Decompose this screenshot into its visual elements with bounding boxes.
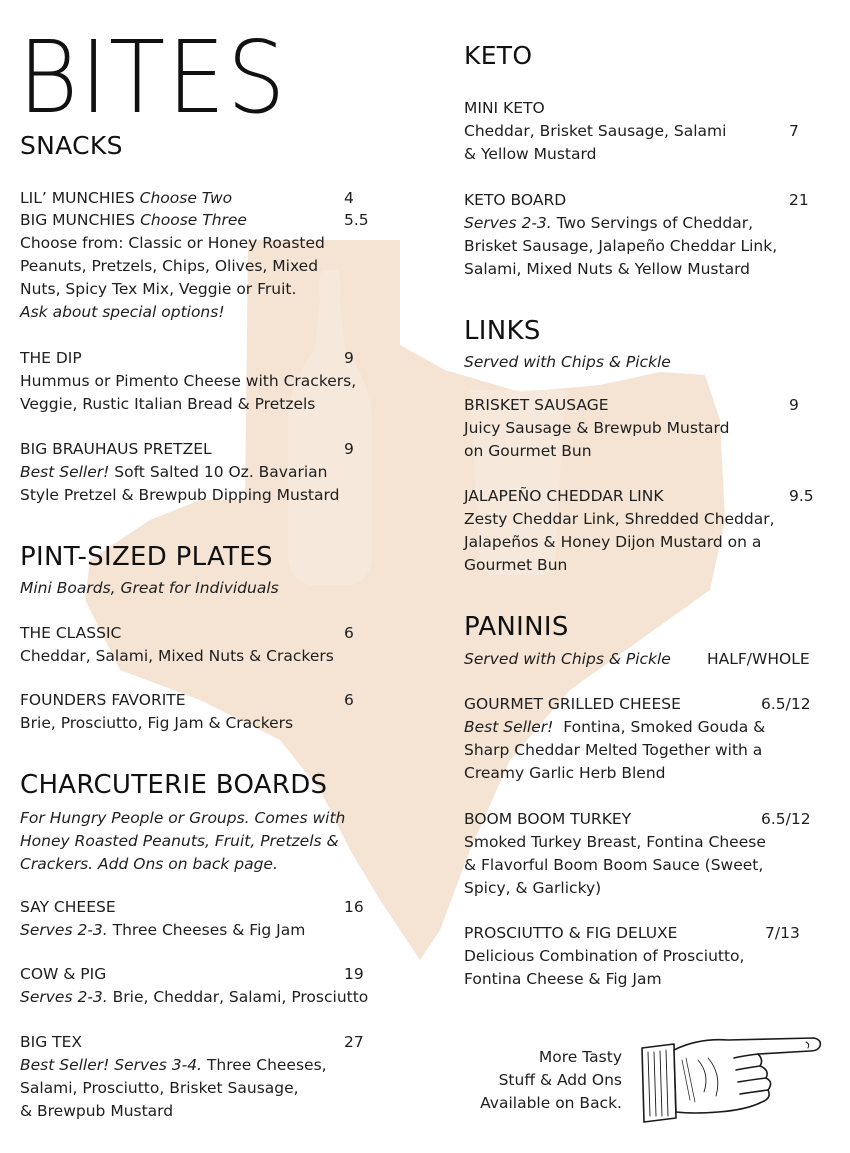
item-price: 16 — [344, 898, 364, 916]
item-desc: Sharp Cheddar Melted Together with a — [464, 741, 763, 759]
item-name: BRISKET SAUSAGE — [464, 396, 609, 414]
item-desc — [464, 212, 753, 235]
section-sub: Honey Roasted Peanuts, Fruit, Pretzels & — [20, 832, 339, 850]
item-price: 21 — [789, 191, 809, 209]
item-price: 6.5/12 — [761, 695, 811, 713]
item-desc: Jalapeños & Honey Dijon Mustard on a — [464, 533, 762, 551]
special-note: Ask about special options! — [20, 303, 225, 321]
item-desc: Cheddar, Brisket Sausage, Salami — [464, 122, 727, 140]
item-note: Choose Two — [139, 189, 233, 207]
item-name: PROSCIUTTO & FIG DELUXE — [464, 924, 678, 942]
item-desc: Delicious Combination of Prosciutto, — [464, 947, 745, 965]
item-desc — [20, 461, 327, 484]
item-price: 7/13 — [765, 924, 800, 942]
serves-label: Serves 2-3. — [464, 214, 552, 232]
item-desc — [464, 716, 765, 739]
desc-text: Two Servings of Cheddar, — [551, 214, 754, 232]
menu-item-lil-munchies — [20, 187, 232, 210]
item-note: Choose Three — [140, 211, 247, 229]
item-desc — [20, 1054, 327, 1077]
item-name: THE DIP — [20, 349, 82, 367]
item-name: BIG MUNCHIES — [20, 211, 136, 229]
item-price: 9 — [789, 396, 799, 414]
item-desc: Smoked Turkey Breast, Fontina Cheese — [464, 833, 766, 851]
section-heading-keto: KETO — [464, 41, 533, 70]
desc-text: Fontina, Smoked Gouda & — [553, 718, 766, 736]
item-desc: Choose from: Classic or Honey Roasted — [20, 234, 325, 252]
item-name: KETO BOARD — [464, 191, 567, 209]
item-desc: Gourmet Bun — [464, 556, 568, 574]
item-price: 19 — [344, 965, 364, 983]
item-desc: Salami, Prosciutto, Brisket Sausage, — [20, 1079, 299, 1097]
section-heading-snacks: SNACKS — [20, 131, 123, 160]
item-name: BIG TEX — [20, 1033, 83, 1051]
section-heading-pint: PINT-SIZED PLATES — [20, 542, 273, 572]
item-price: 6 — [344, 691, 354, 709]
section-sub: Mini Boards, Great for Individuals — [20, 579, 279, 597]
item-desc: Brie, Prosciutto, Fig Jam & Crackers — [20, 714, 294, 732]
item-price: 5.5 — [344, 211, 369, 229]
item-price: 9.5 — [789, 487, 814, 505]
item-price: 4 — [344, 189, 354, 207]
item-desc: Cheddar, Salami, Mixed Nuts & Crackers — [20, 647, 334, 665]
page-title: BITES — [18, 19, 288, 136]
desc-text: Soft Salted 10 Oz. Bavarian — [109, 463, 328, 481]
item-desc: Veggie, Rustic Italian Bread & Pretzels — [20, 395, 316, 413]
item-desc: Nuts, Spicy Tex Mix, Veggie or Fruit. — [20, 280, 297, 298]
item-name: BOOM BOOM TURKEY — [464, 810, 632, 828]
section-sub: For Hungry People or Groups. Comes with — [20, 809, 346, 827]
best-seller-label: Best Seller! — [20, 463, 110, 481]
item-desc: Creamy Garlic Herb Blend — [464, 764, 666, 782]
item-desc: Juicy Sausage & Brewpub Mustard — [464, 419, 730, 437]
footer-note — [440, 1046, 622, 1115]
item-name: THE CLASSIC — [20, 624, 122, 642]
item-name: GOURMET GRILLED CHEESE — [464, 695, 681, 713]
item-name: COW & PIG — [20, 965, 107, 983]
serves-label: Serves 2-3. — [20, 988, 108, 1006]
item-desc: & Yellow Mustard — [464, 145, 597, 163]
item-price: 9 — [344, 349, 354, 367]
footer-line: Available on Back. — [480, 1094, 622, 1112]
item-name: FOUNDERS FAVORITE — [20, 691, 186, 709]
item-name: SAY CHEESE — [20, 898, 116, 916]
pointing-hand-icon — [638, 1030, 824, 1126]
footer-line: Stuff & Add Ons — [498, 1071, 622, 1089]
menu-item-big-munchies — [20, 209, 247, 232]
item-name: BIG BRAUHAUS PRETZEL — [20, 440, 212, 458]
item-name: LIL’ MUNCHIES — [20, 189, 135, 207]
desc-text: Three Cheeses & Fig Jam — [107, 921, 306, 939]
half-whole-label: HALF/WHOLE — [707, 650, 810, 668]
best-seller-label: Best Seller! — [464, 718, 554, 736]
item-desc: & Flavorful Boom Boom Sauce (Sweet, — [464, 856, 764, 874]
item-desc: Style Pretzel & Brewpub Dipping Mustard — [20, 486, 340, 504]
item-price: 6.5/12 — [761, 810, 811, 828]
item-desc: Fontina Cheese & Fig Jam — [464, 970, 662, 988]
desc-text: Three Cheeses, — [202, 1056, 327, 1074]
item-desc — [20, 919, 305, 942]
item-name: JALAPEÑO CHEDDAR LINK — [464, 487, 664, 505]
item-desc: Peanuts, Pretzels, Chips, Olives, Mixed — [20, 257, 319, 275]
best-seller-label: Best Seller! Serves 3-4. — [20, 1056, 202, 1074]
item-desc: & Brewpub Mustard — [20, 1102, 174, 1120]
section-sub: Served with Chips & Pickle — [464, 650, 671, 668]
item-price: 9 — [344, 440, 354, 458]
item-desc: Brisket Sausage, Jalapeño Cheddar Link, — [464, 237, 778, 255]
item-desc: Spicy, & Garlicky) — [464, 879, 602, 897]
footer-line: More Tasty — [538, 1048, 622, 1066]
item-desc — [20, 986, 368, 1009]
item-name: MINI KETO — [464, 99, 545, 117]
serves-label: Serves 2-3. — [20, 921, 108, 939]
desc-text: Brie, Cheddar, Salami, Prosciutto — [107, 988, 369, 1006]
item-price: 27 — [344, 1033, 364, 1051]
item-price: 7 — [789, 122, 799, 140]
item-desc: Zesty Cheddar Link, Shredded Cheddar, — [464, 510, 775, 528]
item-desc: Salami, Mixed Nuts & Yellow Mustard — [464, 260, 751, 278]
section-heading-charcuterie: CHARCUTERIE BOARDS — [20, 770, 328, 800]
section-heading-links: LINKS — [464, 316, 541, 346]
item-price: 6 — [344, 624, 354, 642]
section-sub: Crackers. Add Ons on back page. — [20, 855, 278, 873]
item-desc: on Gourmet Bun — [464, 442, 592, 460]
section-heading-paninis: PANINIS — [464, 612, 569, 642]
section-sub: Served with Chips & Pickle — [464, 353, 671, 371]
item-desc: Hummus or Pimento Cheese with Crackers, — [20, 372, 357, 390]
